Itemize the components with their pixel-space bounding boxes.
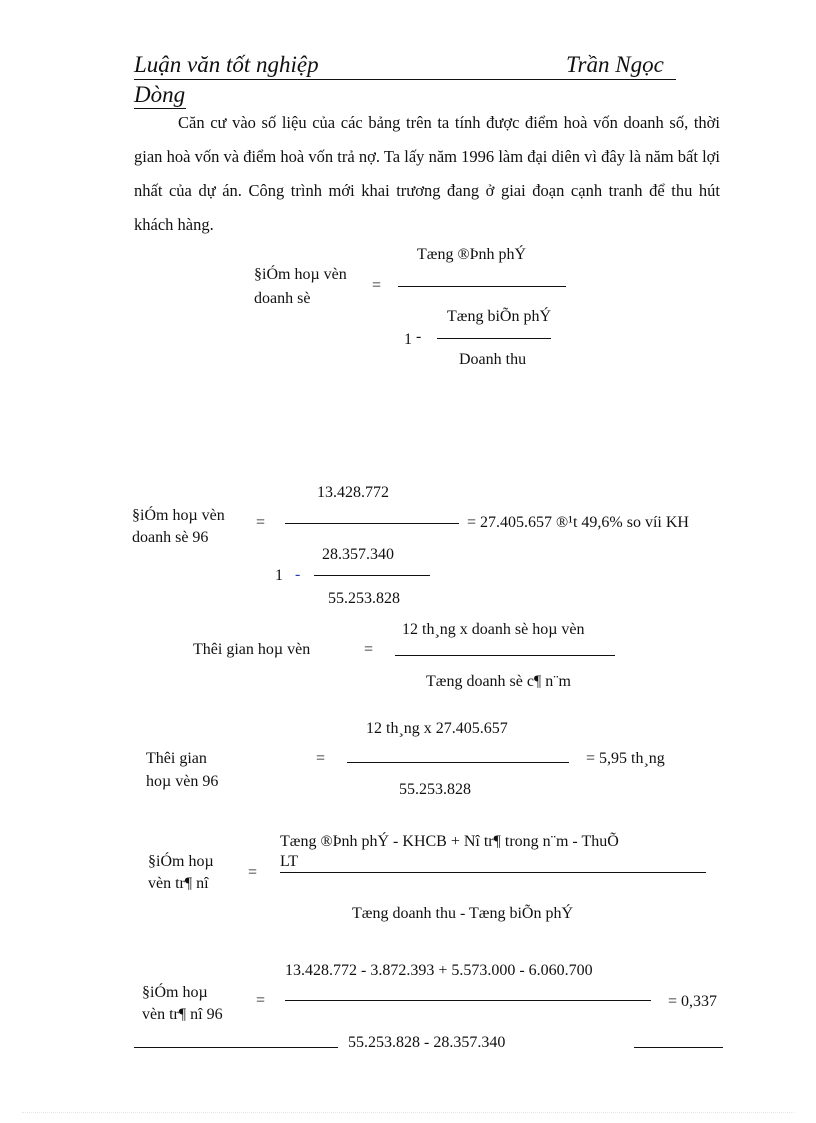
- formula2-numerator: 13.428.772: [317, 484, 389, 501]
- formula6-denominator: 55.253.828 - 28.357.340: [348, 1034, 506, 1051]
- formula5-label-line2: vèn tr¶ nî: [148, 875, 209, 892]
- formula4-fraction-bar: [347, 762, 569, 763]
- formula5-equals: =: [248, 864, 258, 881]
- formula6-left-rule: [134, 1047, 338, 1048]
- formula6-equals: =: [256, 992, 266, 1009]
- formula4-label-line2-clip: [144, 772, 264, 790]
- formula1-label-line2: doanh sè: [254, 290, 311, 307]
- formula4-denominator: 55.253.828: [399, 781, 471, 798]
- formula2-equals: =: [256, 514, 266, 531]
- formula1-inner-denominator: Doanh thu: [459, 351, 527, 366]
- formula6-label-line2: vèn tr¶ nî 96: [142, 1006, 223, 1023]
- formula2-fraction-bar: [285, 523, 459, 524]
- formula3-numerator: 12 th¸ng x doanh sè hoµ vèn: [402, 621, 585, 638]
- formula6-right-rule: [634, 1047, 723, 1048]
- formula1-equals: =: [372, 277, 382, 294]
- formula4-label-line2: hoµ vèn 96: [146, 773, 219, 790]
- formula5-numerator-cont: LT: [280, 853, 299, 870]
- formula2-result: = 27.405.657 ®¹t 49,6% so víi KH: [467, 514, 689, 531]
- formula5-numerator: Tæng ®Þnh phÝ - KHCB + Nî tr¶ trong n¨m - ThuÕ: [280, 833, 619, 850]
- formula3-denominator: Tæng doanh sè c¶ n¨m: [426, 673, 571, 690]
- formula2-inner-numerator: 28.357.340: [322, 546, 394, 563]
- formula1-numerator: Tæng ®Þnh phÝ: [417, 246, 527, 263]
- formula2-inner-denominator-clip: [324, 587, 424, 605]
- formula5-fraction-bar: [280, 872, 706, 873]
- formula1-minus: -: [416, 328, 422, 345]
- formula2-inner-denominator: 55.253.828: [328, 590, 400, 605]
- formula2-inner-fraction-bar: [314, 575, 430, 576]
- formula4-numerator: 12 th¸ng x 27.405.657: [366, 720, 508, 737]
- formula4-equals: =: [316, 750, 326, 767]
- header-author-cont: Dòng: [134, 82, 186, 107]
- formula3-label: Thêi gian hoµ vèn: [193, 641, 311, 658]
- intro-paragraph: Căn cư vào số liệu của các bảng trên ta tính được điểm hoà vốn doanh số, thời gian hoà vốn và điểm hoà vốn trả nợ. Ta lấy năm 1996 làm đại diên vì đây là năm bất lợi nhất của dự án. Công trình mới khai trương đang ở giai đoạn cạnh tranh để thu hút khách hàng.: [134, 113, 720, 234]
- formula1-inner-numerator: Tæng biÕn phÝ: [447, 308, 551, 325]
- formula1-fraction-bar: [398, 286, 566, 287]
- formula4-label-line1: Thêi gian: [146, 750, 207, 767]
- formula1-label-line1: §iÓm hoµ vèn: [254, 266, 347, 283]
- page-bottom-edge: [22, 1112, 794, 1113]
- formula1-one: 1: [404, 331, 412, 348]
- header-underline: [134, 79, 676, 80]
- formula2-label-line2: doanh sè 96: [132, 529, 209, 546]
- formula6-fraction-bar: [285, 1000, 651, 1001]
- formula2-label-line1: §iÓm hoµ vèn: [132, 507, 225, 524]
- formula2-one: 1: [275, 567, 283, 584]
- formula5-label-line1: §iÓm hoµ: [148, 853, 214, 870]
- formula2-minus: -: [295, 566, 301, 583]
- formula6-label-line1: §iÓm hoµ: [142, 984, 208, 1001]
- formula6-result: = 0,337: [668, 993, 718, 1010]
- header-title-left: Luận văn tốt nghiệp: [134, 52, 319, 77]
- formula6-numerator: 13.428.772 - 3.872.393 + 5.573.000 - 6.060.700: [285, 962, 593, 979]
- formula4-result: = 5,95 th¸ng: [586, 750, 665, 767]
- formula5-denominator: Tæng doanh thu - Tæng biÕn phÝ: [352, 905, 574, 922]
- formula1-inner-fraction-bar: [437, 338, 551, 339]
- formula1-inner-denominator-clip: [455, 348, 555, 366]
- formula3-fraction-bar: [395, 655, 615, 656]
- header-author: Trần Ngọc: [566, 52, 664, 77]
- formula3-equals: =: [364, 641, 374, 658]
